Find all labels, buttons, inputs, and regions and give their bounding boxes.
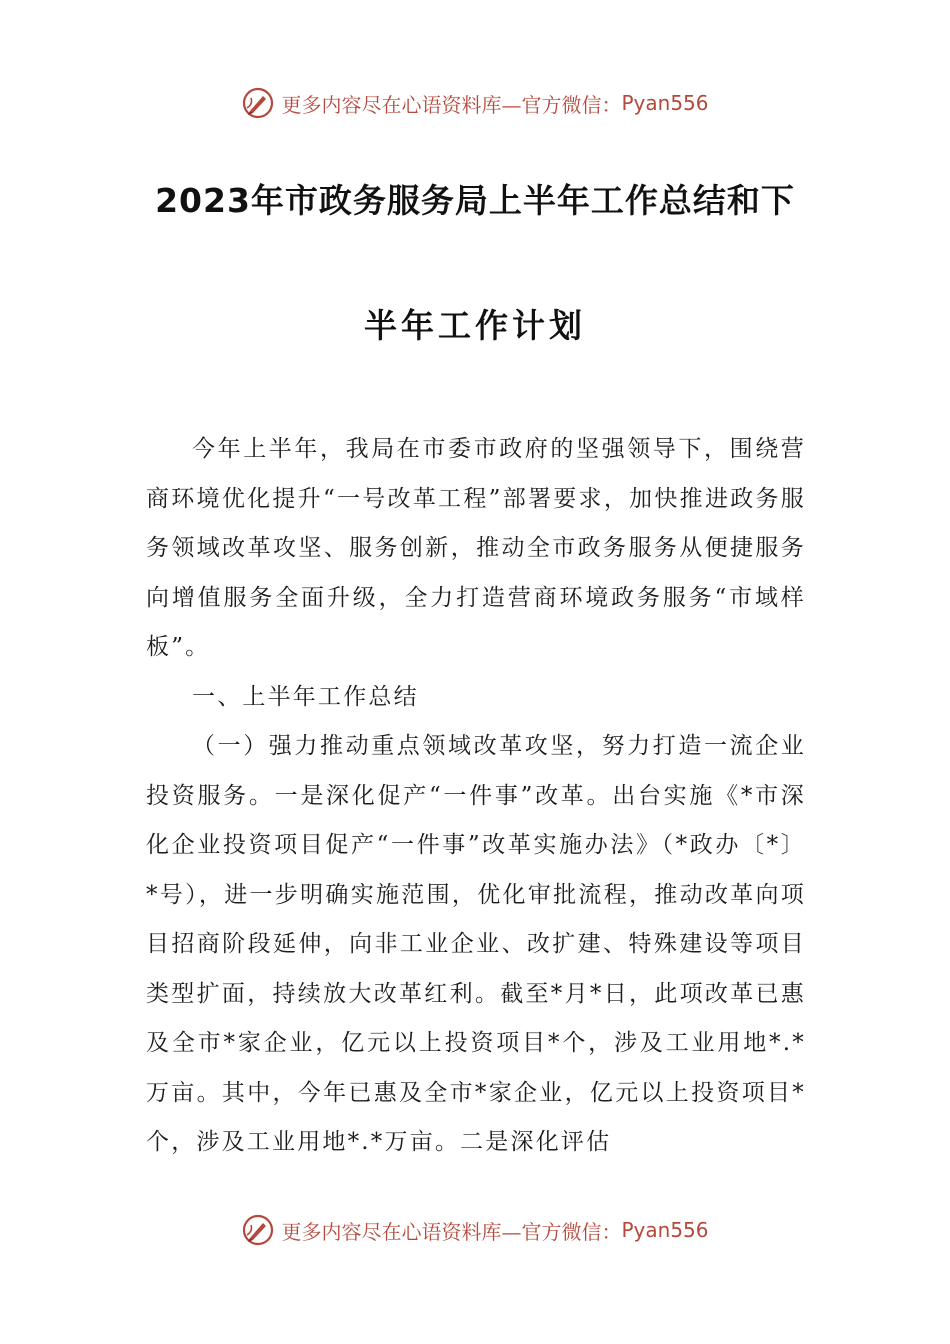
watermark-footer	[0, 1210, 950, 1250]
document-title-line-2: 半年工作计划	[364, 306, 586, 345]
document-title-line-1: 2023年市政务服务局上半年工作总结和下	[155, 181, 795, 220]
watermark-wechat-id: Pyan556	[621, 91, 709, 115]
section-heading: 一、上半年工作总结	[192, 683, 419, 710]
intro-paragraph: 今年上半年，我局在市委市政府的坚强领导下，围绕营商环境优化提升“一号改革工程”部署要求，加快推进政务服务领域改革攻坚、服务创新，推动全市政务服务从便捷服务向增值服务全面升级，全力打造营商环境政务服务“市域样板”。	[146, 436, 806, 660]
section-paragraph: （一）强力推动重点领域改革攻坚，努力打造一流企业投资服务。一是深化促产“一件事”改革。出台实施《*市深化企业投资项目促产“一件事”改革实施办法》（*政办〔*〕*号），进一步明确实施范围，优化审批流程，推动改革向项目招商阶段延伸，向非工业企业、改扩建、特殊建设等项目类型扩面，持续放大改革红利。截至*月*日，此项改革已惠及全市*家企业，亿元以上投资项目*个，涉及工业用地*.*万亩。其中，今年已惠及全市*家企业，亿元以上投资项目*个，涉及工业用地*.*万亩。二是深化评估	[146, 733, 806, 1155]
watermark-text: 更多内容尽在心语资料库—官方微信：	[281, 1219, 622, 1244]
watermark-text: 更多内容尽在心语资料库—官方微信：	[281, 92, 622, 117]
document-body	[146, 425, 806, 1168]
watermark-header	[0, 83, 950, 123]
pen-logo-icon	[241, 86, 275, 120]
pen-logo-icon	[241, 1213, 275, 1247]
watermark-wechat-id: Pyan556	[621, 1218, 709, 1242]
